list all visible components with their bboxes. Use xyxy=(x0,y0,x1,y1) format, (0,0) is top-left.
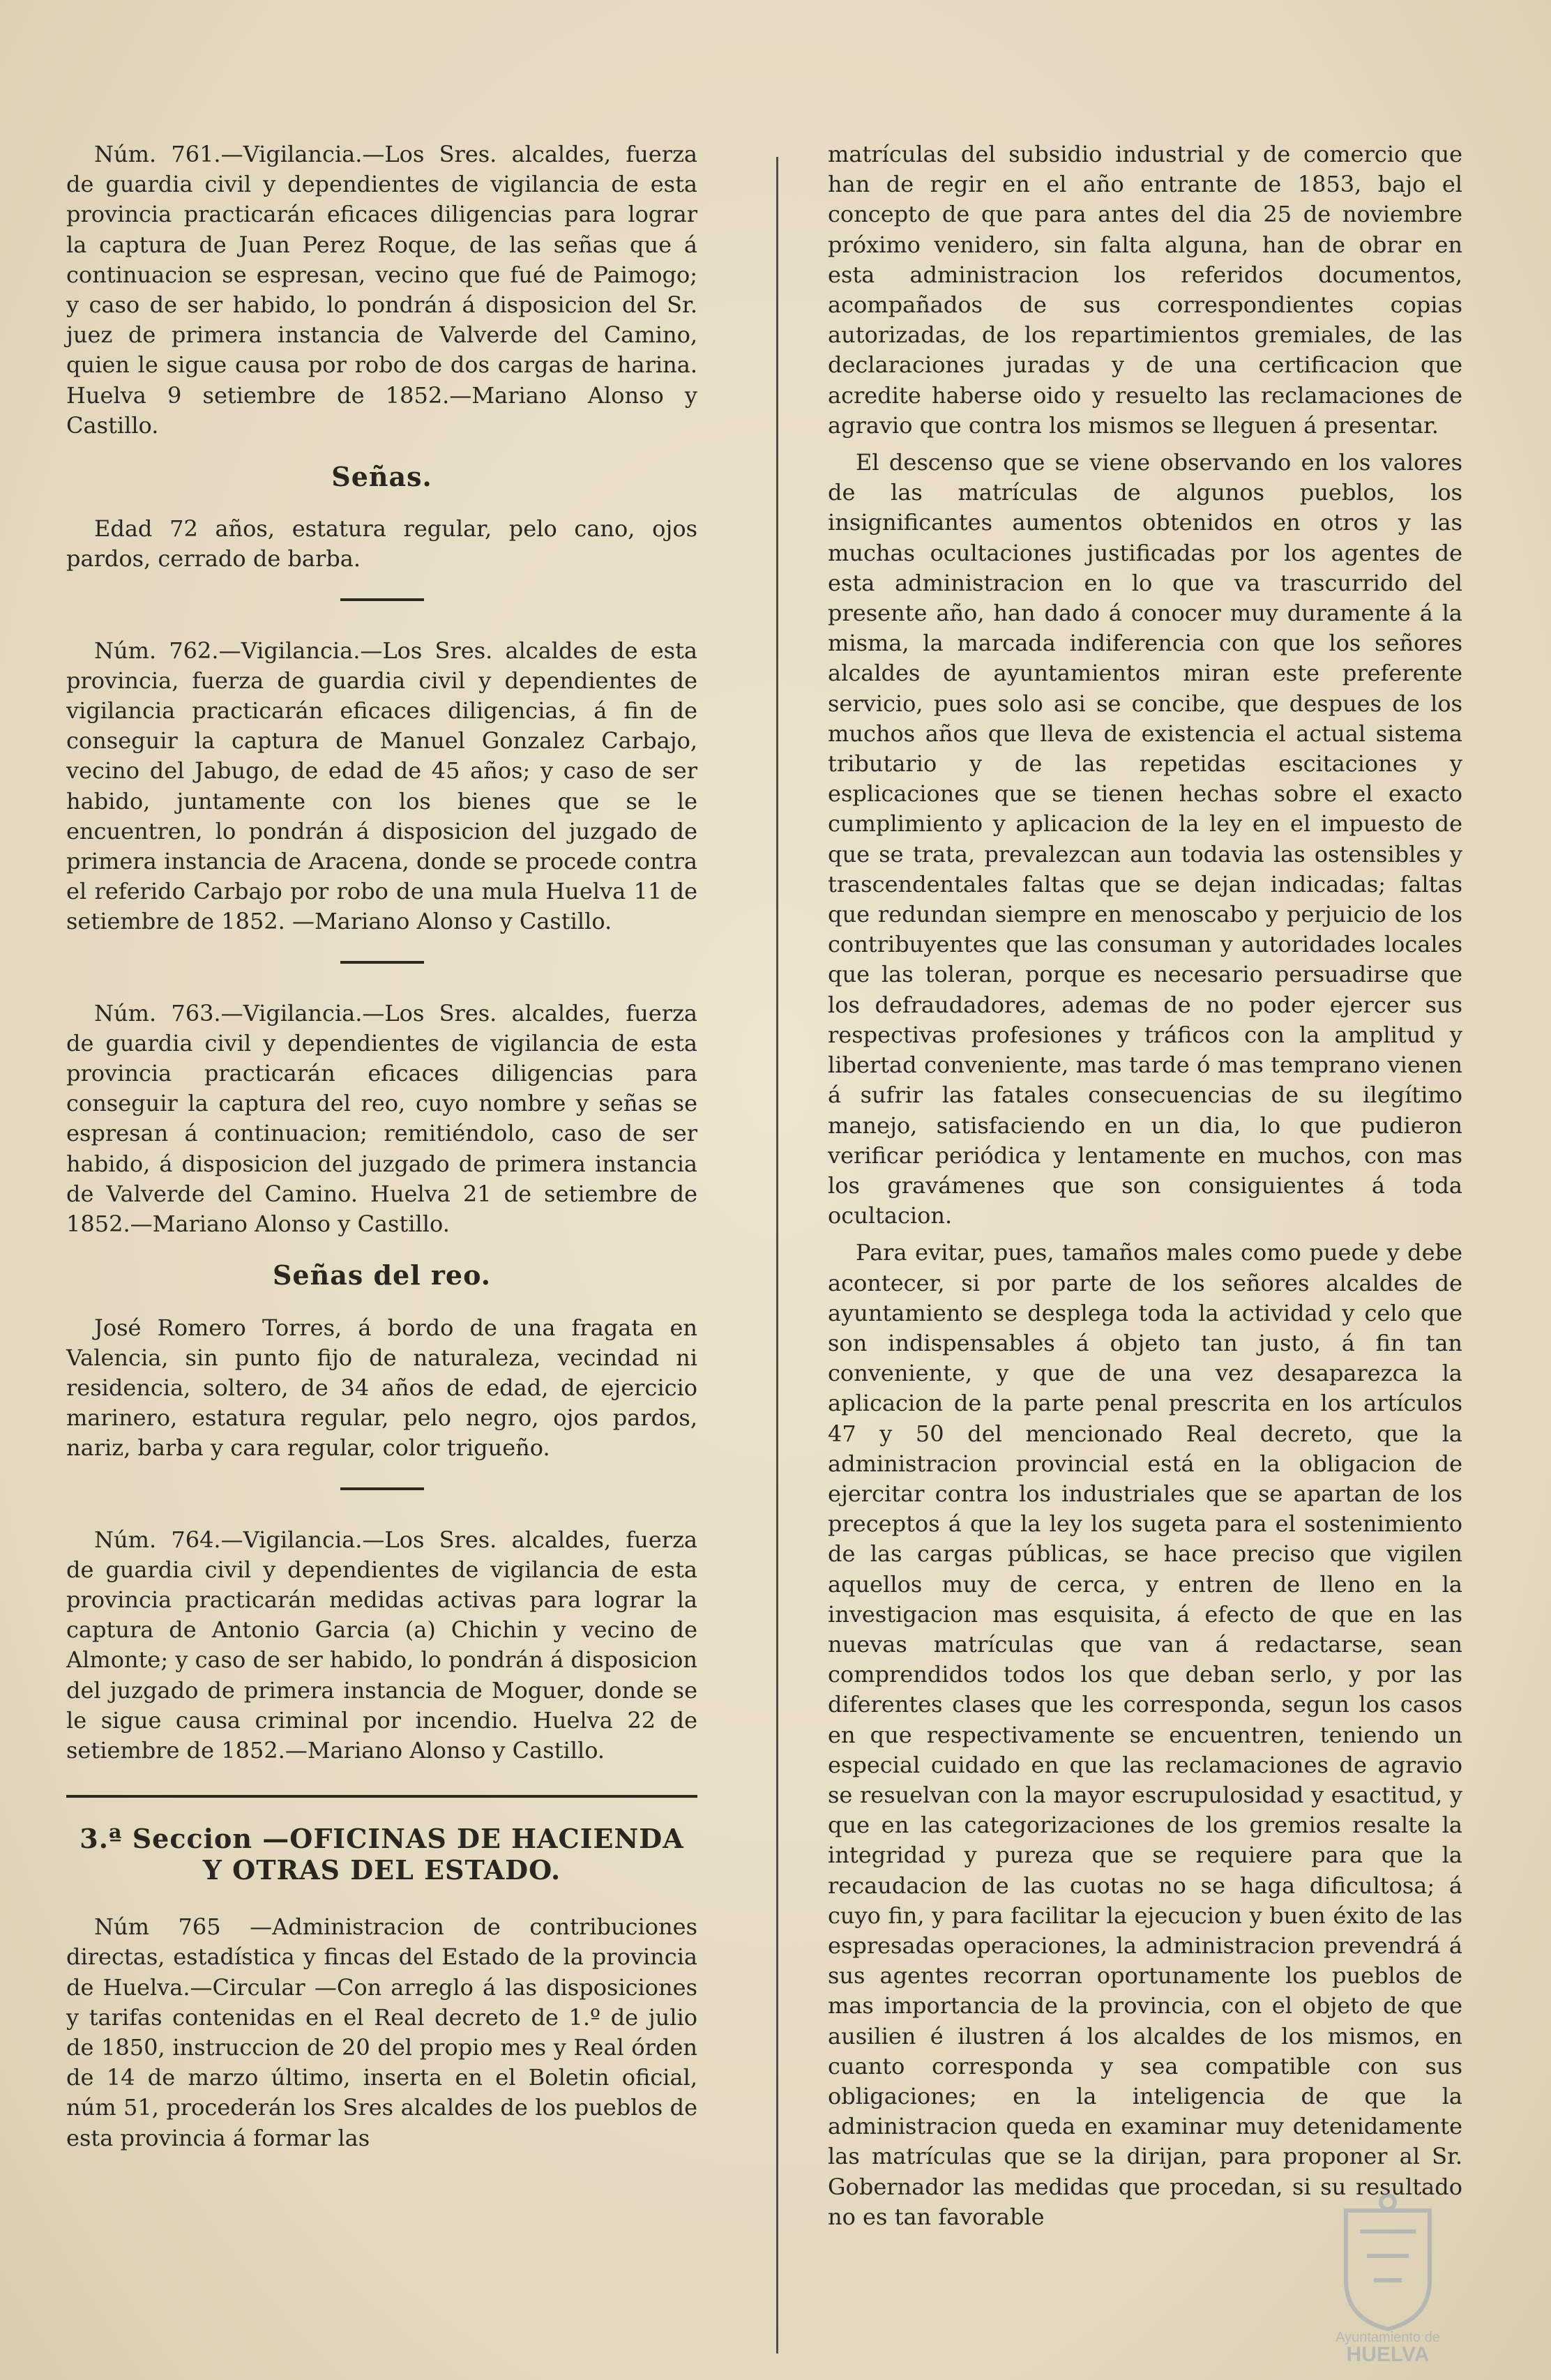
paragraph-1: matrículas del subsidio industrial y de comercio que han de regir en el año entrante de 1853, bajo el concepto de que para antes del dia 25 de noviembre próximo venidero, sin falta alguna, han de obrar en esta administracion los referidos documentos, acompañados de sus correspondientes copias autorizadas, de los repartimientos gremiales, de las declaraciones juradas y de una certificacion que acredite haberse oido y resuelto las reclamaciones de agravio que contra los mismos se lleguen á presentar. xyxy=(828,141,1462,439)
watermark-line2: HUELVA xyxy=(1346,2343,1430,2364)
paragraph-2: El descenso que se viene observando en los valores de las matrículas de algunos pueblos, los insignificantes aumentos obtenidos en otros y las muchas ocultaciones justificadas por los agentes de esta administracion en lo que va trascurrido del presente año, han dado á conocer muy duramente á la misma, la marcada indiferencia con que los señores alcaldes de ayuntamientos miran este preferente servicio, pues solo asi se concibe, que despues de los muchos años que lleva de existencia el actual sistema tributario y de las repetidas escitaciones y esplicaciones que se tienen hechas sobre el exacto cumplimiento y aplicacion de la ley en el impuesto de que se trata, prevalezcan aun todavia las ostensibles y trascendentales faltas que se dejan indicadas; faltas que redundan siempre en menoscabo y perjuicio de los contribuyentes que las consuman y autoridades locales que las toleran, porque es necesario persuadirse que los defraudadores, ademas de no poder ejercer sus respectivas profesiones y tráficos con la amplitud y libertad conveniente, mas tarde ó mas temprano vienen á sufrir las fatales consecuencias de su ilegítimo manejo, satisfaciendo en un dia, lo que pudieron verificar periódica y lentamente en muchos, con mas los gravámenes que son consiguientes á toda ocultacion. xyxy=(828,449,1462,1229)
notice-761: Núm. 761.—Vigilancia.—Los Sres. alcaldes, fuerza de guardia civil y dependientes de vigilancia de esta provincia practicarán eficaces diligencias para lograr la captura de Juan Perez Roque, de las señas que á continuacion se espresan, vecino que fué de Paimogo; y caso de ser habido, lo pondrán á disposicion del Sr. juez de primera instancia de Valverde del Camino, quien le sigue causa por robo de dos cargas de harina. Huelva 9 setiembre de 1852.—Mariano Alonso y Castillo. xyxy=(66,141,697,439)
left-column xyxy=(66,139,697,2153)
senas-761: Edad 72 años, estatura regular, pelo cano, ojos pardos, cerrado de barba. xyxy=(66,515,697,573)
huelva-crest-watermark-icon xyxy=(1262,2190,1513,2364)
separator xyxy=(340,598,424,601)
notice-764: Núm. 764.—Vigilancia.—Los Sres. alcaldes, fuerza de guardia civil y dependientes de vigilancia de esta provincia practicarán medidas activas para lograr la captura de Antonio Garcia (a) Chichin y vecino de Almonte; y caso de ser habido, lo pondrán á disposicion del juzgado de primera instancia de Moguer, donde se le sigue causa criminal por incendio. Huelva 22 de setiembre de 1852.—Mariano Alonso y Castillo. xyxy=(66,1526,697,1764)
separator xyxy=(340,1487,424,1490)
section-rule xyxy=(66,1795,697,1798)
paragraph-3: Para evitar, pues, tamaños males como puede y debe acontecer, si por parte de los señores alcaldes de ayuntamiento se desplega toda la actividad y celo que son indispensables á objeto tan justo, á fin tan conveniente, y que de una vez desaparezca la aplicacion de la parte penal prescrita en los artículos 47 y 50 del mencionado Real decreto, que la administracion provincial está en la obligacion de ejercitar contra los industriales que se apartan de los preceptos á que la ley los sugeta para el sostenimiento de las cargas públicas, se hace preciso que vigilen aquellos muy de cerca, y entren de lleno en la investigacion mas esquisita, á efecto de que en las nuevas matrículas que van á redactarse, sean comprendidos todos los que deban serlo, y por las diferentes clases que les corresponda, segun los casos en que respectivamente se encuentren, teniendo un especial cuidado en que las reclamaciones de agravio se resuelvan con la mayor escrupulosidad y esactitud, y que en las categorizaciones de los gremios resalte la integridad y pureza que se requiere para que la recaudacion de las cuotas no se haga dificultosa; á cuyo fin, y para facilitar la ejecucion y buen éxito de las espresadas operaciones, la administracion prevendrá á sus agentes recorran oportunamente los pueblos de mas importancia de la provincia, con el objeto de que ausilien é ilustren á los alcaldes de los mismos, en cuanto corresponda y sea compatible con sus obligaciones; en la inteligencia de que la administracion queda en examinar muy detenidamente las matrículas que se la dirijan, para proponer al Sr. Gobernador las medidas que procedan, si su resultado no es tan favorable xyxy=(828,1239,1462,2230)
right-column xyxy=(828,139,1462,2232)
notice-763: Núm. 763.—Vigilancia.—Los Sres. alcaldes, fuerza de guardia civil y dependientes de vigilancia de esta provincia practicarán eficaces diligencias para conseguir la captura del reo, cuyo nombre y señas se espresan á continuacion; remitiéndolo, caso de ser habido, á disposicion del juzgado de primera instancia de Valverde del Camino. Huelva 21 de setiembre de 1852.—Mariano Alonso y Castillo. xyxy=(66,999,697,1238)
section-heading: 3.ª Seccion —OFICINAS DE HACIENDA Y OTRAS DEL ESTADO. xyxy=(80,1823,684,1886)
notice-765: Núm 765 —Administracion de contribuciones directas, estadística y fincas del Estado de la provincia de Huelva.—Circular —Con arreglo á las disposiciones y tarifas contenidas en el Real decreto de 1.º de julio de 1850, instruccion de 20 del propio mes y Real órden de 14 de marzo último, inserta en el Boletin oficial, núm 51, procederán los Sres alcaldes de los pueblos de esta provincia á formar las xyxy=(66,1913,697,2151)
separator xyxy=(340,961,424,964)
senas-763: José Romero Torres, á bordo de una fragata en Valencia, sin punto fijo de naturaleza, vecindad ni residencia, soltero, de 34 años de edad, de ejercicio marinero, estatura regular, pelo negro, ojos pardos, nariz, barba y cara regular, color trigueño. xyxy=(66,1314,697,1462)
senas-heading: Señas. xyxy=(331,461,432,493)
watermark-line1: Ayuntamiento de xyxy=(1336,2330,1440,2345)
senas-reo-heading: Señas del reo. xyxy=(272,1259,491,1291)
column-divider xyxy=(776,157,778,2354)
notice-762: Núm. 762.—Vigilancia.—Los Sres. alcaldes de esta provincia, fuerza de guardia civil y dependientes de vigilancia practicarán eficaces diligencias, á fin de conseguir la captura de Manuel Gonzalez Carbajo, vecino del Jabugo, de edad de 45 años; y caso de ser habido, juntamente con los bienes que se le encuentren, lo pondrán á disposicion del juzgado de primera instancia de Aracena, donde se procede contra el referido Carbajo por robo de una mula Huelva 11 de setiembre de 1852. —Mariano Alonso y Castillo. xyxy=(66,637,697,935)
